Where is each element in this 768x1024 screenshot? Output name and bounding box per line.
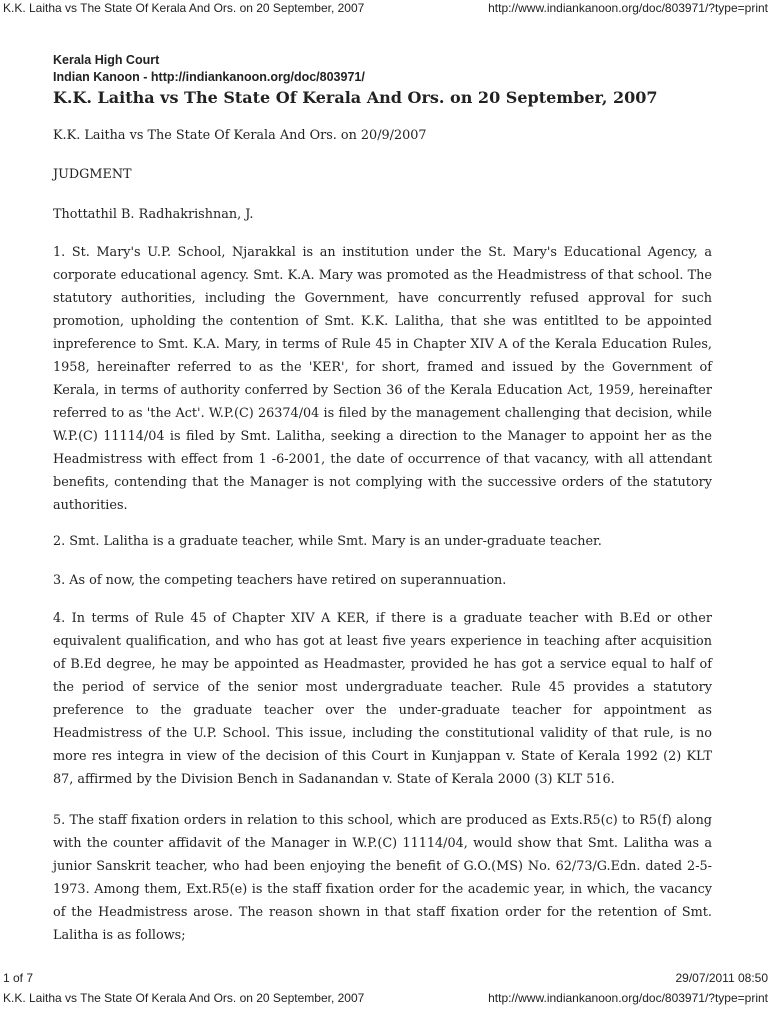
print-footer-page (0, 970, 768, 986)
page-title: K.K. Laitha vs The State Of Kerala And Ors. on 20 September, 2007 (53, 88, 658, 107)
header-title: K.K. Laitha vs The State Of Kerala And Ors. on 20 September, 2007 (3, 1, 365, 15)
judge-name: Thottathil B. Radhakrishnan, J. (53, 207, 254, 222)
court-name: Kerala High Court (53, 53, 160, 67)
source-line (53, 69, 365, 85)
case-subtitle: K.K. Laitha vs The State Of Kerala And Ors. on 20/9/2007 (53, 128, 427, 143)
source-link[interactable]: http://indiankanoon.org/doc/803971/ (150, 70, 365, 84)
footer-title: K.K. Laitha vs The State Of Kerala And Ors. on 20 September, 2007 (3, 991, 365, 1005)
print-datetime: 29/07/2011 08:50 (675, 971, 768, 985)
paragraph-1: 1. St. Mary's U.P. School, Njarakkal is an institution under the St. Mary's Educational Agency, a corporate educational agency. Smt. K.A. Mary was promoted as the Headmistress of that school. The statutory authorities, including the Government, have concurrently refused approval for such promotion, upholding the contention of Smt. K.K. Lalitha, that she was entitlted to be appointed inpreference to Smt. K.A. Mary, in terms of Rule 45 in Chapter XIV A of the Kerala Education Rules, 1958, hereinafter referred to as the 'KER', for short, framed and issued by the Government of Kerala, in terms of authority conferred by Section 36 of the Kerala Education Act, 1959, hereinafter referred to as 'the Act'. W.P.(C) 26374/04 is filed by the management challenging that decision, while W.P.(C) 11114/04 is filed by Smt. Lalitha, seeking a direction to the Manager to appoint her as the Headmistress with effect from 1 -6-2001, the date of occurrence of that vacancy, with all attendant benefits, contending that the Manager is not complying with the successive orders of the statutory authorities. (53, 245, 712, 513)
header-url[interactable]: http://www.indiankanoon.org/doc/803971/?type=print (488, 1, 768, 15)
paragraph-3: 3. As of now, the competing teachers have retired on superannuation. (53, 573, 507, 588)
source-label: Indian Kanoon - (53, 70, 151, 84)
print-footer (0, 990, 768, 1006)
judgment-heading: JUDGMENT (53, 167, 132, 182)
footer-url[interactable]: http://www.indiankanoon.org/doc/803971/?type=print (488, 991, 768, 1005)
paragraph-2: 2. Smt. Lalitha is a graduate teacher, while Smt. Mary is an under-graduate teacher. (53, 534, 602, 549)
paragraph-4: 4. In terms of Rule 45 of Chapter XIV A KER, if there is a graduate teacher with B.Ed or other equivalent qualification, and who has got at least five years experience in teaching after acquisition of B.Ed degree, he may be appointed as Headmaster, provided he has got a service equal to half of the period of service of the senior most undergraduate teacher. Rule 45 provides a statutory preference to the graduate teacher over the under-graduate teacher for appointment as Headmistress of the U.P. School. This issue, including the constitutional validity of that rule, is no more res integra in view of the decision of this Court in Kunjappan v. State of Kerala 1992 (2) KLT 87, affirmed by the Division Bench in Sadanandan v. State of Kerala 2000 (3) KLT 516. (53, 611, 712, 787)
print-header (0, 0, 768, 16)
paragraph-5: 5. The staff fixation orders in relation to this school, which are produced as Exts.R5(c) to R5(f) along with the counter affidavit of the Manager in W.P.(C) 11114/04, would show that Smt. Lalitha was a junior Sanskrit teacher, who had been enjoying the benefit of G.O.(MS) No. 62/73/G.Edn. dated 2-5-1973. Among them, Ext.R5(e) is the staff fixation order for the academic year, in which, the vacancy of the Headmistress arose. The reason shown in that staff fixation order for the retention of Smt. Lalitha is as follows; (53, 813, 712, 943)
page-number: 1 of 7 (3, 971, 34, 985)
